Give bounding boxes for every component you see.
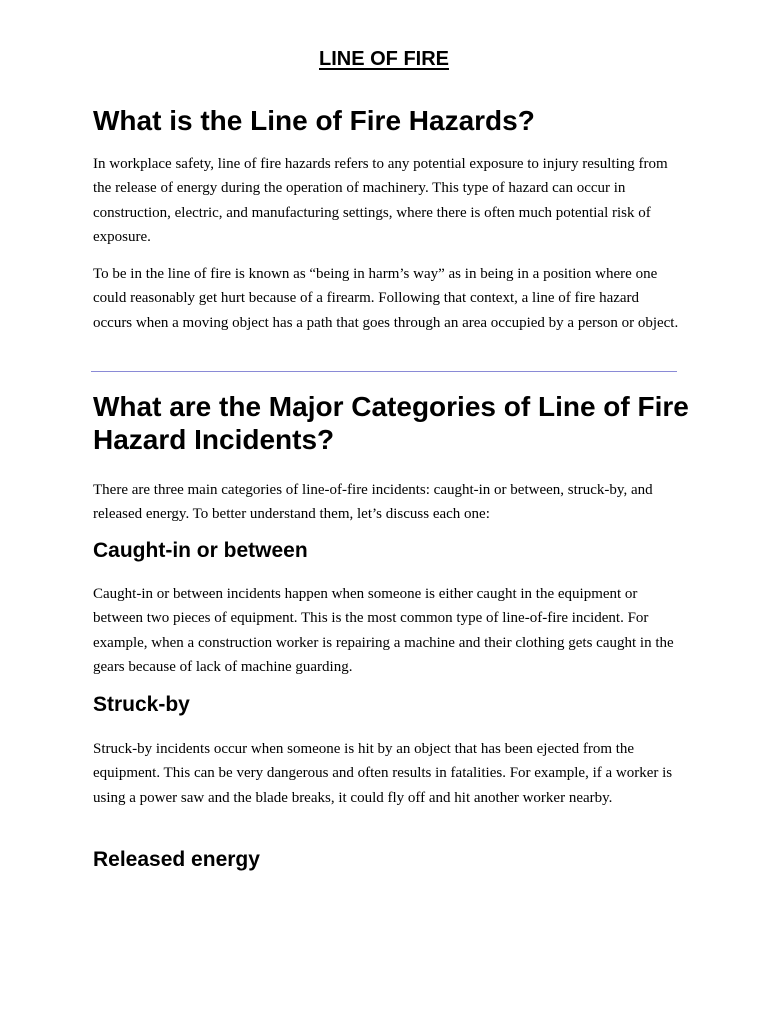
section-heading-major-categories: What are the Major Categories of Line of Fire Hazard Incidents? <box>93 391 689 455</box>
paragraph-three-categories: There are three main categories of line-of-fire incidents: caught-in or between, struck-by, and released energy. To better understand them, let’s discuss each one: <box>93 482 653 523</box>
paragraph-caught-in-or-between: Caught-in or between incidents happen when someone is either caught in the equipment or between two pieces of equipment. This is the most common type of line-of-fire incident. For example, when a construction worker is repairing a machine and their clothing gets caught in the gears because of lack of machine guarding. <box>93 586 674 675</box>
document-title: LINE OF FIRE <box>319 48 449 70</box>
paragraph-workplace-safety: In workplace safety, line of fire hazards refers to any potential exposure to injury resulting from the release of energy during the operation of machinery. This type of hazard can occur in construction, electric, and manufacturing settings, where there is often much potential risk of exposure. <box>93 156 668 245</box>
section-divider <box>91 371 677 372</box>
subheading-caught-in-or-between: Caught-in or between <box>93 539 308 562</box>
section-heading-line-of-fire-hazards: What is the Line of Fire Hazards? <box>93 105 535 136</box>
subheading-released-energy: Released energy <box>93 848 260 871</box>
subheading-struck-by: Struck-by <box>93 693 190 716</box>
paragraph-harms-way: To be in the line of fire is known as “being in harm’s way” as in being in a position where one could reasonably get hurt because of a firearm. Following that context, a line of fire hazard occurs when a moving object has a path that goes through an area occupied by a person or object. <box>93 266 679 331</box>
paragraph-struck-by: Struck-by incidents occur when someone is hit by an object that has been ejected from the equipment. This can be very dangerous and often results in fatalities. For example, if a worker is using a power saw and the blade breaks, it could fly off and hit another worker nearby. <box>93 741 673 806</box>
